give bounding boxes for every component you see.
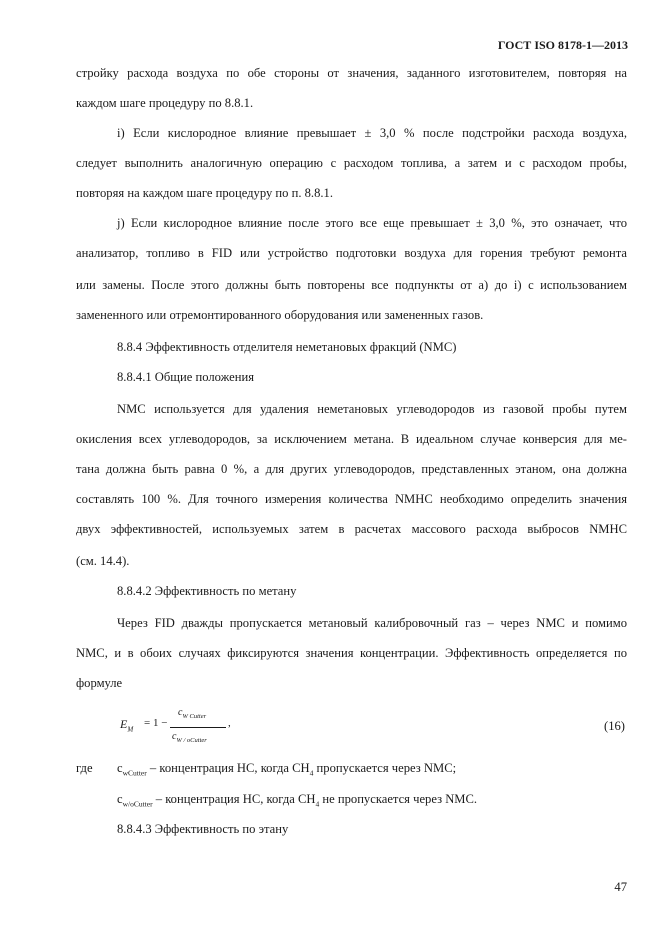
formula-comma: , [228, 717, 231, 729]
body-text-line: стройку расхода воздуха по обе стороны от значения, заданного изготовителем, повторяя на [76, 66, 627, 80]
body-text-line: следует выполнить аналогичную операцию с расходом топлива, а затем и с расходом пробы, [76, 156, 627, 170]
variable-definition: $c_{w/oCutter}$ – концентрация HC, когда $CH_4$ не пропускается через NMC. [117, 792, 478, 809]
body-text-line: составлять 100 %. Для точного измерения количества NMHC необходимо определить значения [76, 492, 627, 506]
body-text-line: Через FID дважды пропускается метановый калибровочный газ – через NMC и помимо [117, 616, 627, 630]
body-text-line: или замены. После этого должны быть повторены все подпункты от a) до i) с использованием [76, 278, 627, 292]
document-standard-header: ГОСТ ISO 8178-1—2013 [497, 38, 628, 52]
body-text-line: j) Если кислородное влияние после этого все еще превышает ± 3,0 %, это означает, что [117, 216, 627, 230]
body-text-line: NMC используется для удаления неметановых углеводородов из газовой пробы путем [117, 402, 627, 416]
body-text-line: тана должна быть равна 0 %, а для других углеводородов, представленных этаном, она должна [76, 462, 627, 476]
formula-lhs: $E_M$ [120, 717, 134, 734]
variable-definition: $c_{wCutter}$ – концентрация HC, когда $CH_4$ пропускается через NMC; [117, 761, 457, 778]
formula-16 [120, 707, 300, 751]
formula-denominator: $c_{W / oCutter}$ [172, 731, 207, 744]
where-label: где [76, 761, 93, 775]
section-heading: 8.8.4.3 Эффективность по этану [117, 822, 289, 836]
body-text-line: повторяя на каждом шаге процедуру по п. 8.8.1. [76, 186, 333, 200]
body-text-line: замененного или отремонтированного оборудования или замененных газов. [76, 308, 484, 322]
section-heading: 8.8.4.1 Общие положения [117, 370, 254, 384]
formula-numerator: $c_{W Cutter}$ [178, 707, 207, 720]
section-heading: 8.8.4.2 Эффективность по метану [117, 584, 297, 598]
equation-number: (16) [604, 719, 625, 733]
body-text-line: двух эффективностей, используемых затем в расчетах массового расхода выбросов NMHC [76, 522, 627, 536]
page-number: 47 [614, 880, 627, 894]
body-text-line: NMC, и в обоих случаях фиксируются значения концентрации. Эффективность определяется по [76, 646, 627, 660]
formula-equals: = 1 − [144, 717, 168, 729]
body-text-line: i) Если кислородное влияние превышает ± 3,0 % после подстройки расхода воздуха, [117, 126, 627, 140]
body-text-line: каждом шаге процедуру по 8.8.1. [76, 96, 254, 110]
section-heading: 8.8.4 Эффективность отделителя неметановых фракций (NMC) [117, 340, 457, 354]
body-text-line: (см. 14.4). [76, 554, 130, 568]
body-text-line: формуле [76, 676, 123, 690]
fraction-bar [170, 727, 226, 728]
body-text-line: окисления всех углеводородов, за исключением метана. В идеальном случае конверсия для ме- [76, 432, 627, 446]
body-text-line: анализатор, топливо в FID или устройство подготовки воздуха для горения требуют ремонта [76, 246, 627, 260]
